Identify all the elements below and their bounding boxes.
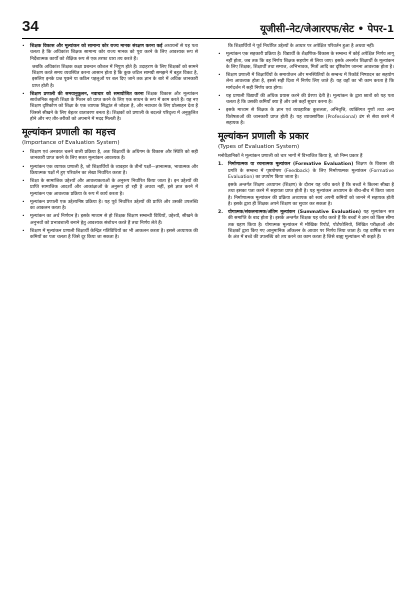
bullet-mark: •: [22, 150, 25, 155]
numbered-item: [218, 210, 394, 241]
header-rule: [22, 38, 394, 39]
list-item: [22, 229, 198, 242]
list-item: [22, 179, 198, 198]
bullet-lead: शिक्षण प्रणाली की समयानुकूलन, नवाचार को समायोजित करना: [30, 91, 144, 97]
right-column: [218, 44, 394, 243]
bullet-text: शिक्षा के सामाजिक उद्देश्यों और आवश्यकताओं के अनुरूप निर्धारित किया जाता है। इन उद्देश्यों की प्राप्ति सामाजिक आदर्शों और आकांक्षाओं के अनुरूप हो रही है अथवा नहीं, इसे ज्ञात करने में मूल्यांकन एक आवश्यक प्रक्रिया के रूप में कार्य करता है।: [30, 179, 198, 197]
list-item: [218, 94, 394, 107]
list-item: [22, 150, 198, 163]
bullet-text: मूल्यांकन का अर्थ निर्णयन है। इसके माध्यम से हो शिक्षक शिक्षण सम्बन्धी विधियों, उद्देश्यों, सीखने के अनुभवों को प्रभावशाली बनाने हेतु आवश्यक संशोधन करते हैं तथा निर्णय लेते हैं।: [30, 214, 198, 226]
paragraph: जबकि अधिकांश शिक्षक कक्षा प्रबन्धन कौशल में निपुण होते हैं। उदाहरण के लिए शिक्षकों को सामने शिक्षण करते समय व्यवस्थित करना आसान होता है कि कुछ जटिल सामग्री समझने में बहुत विकट है, इसलिए इनके प्रश्न पूछने या कठिन पहलुओं पर बल दिए जाने तक ज्ञान के बारे में अधिक जानकारी प्राप्त होती है।: [32, 64, 198, 89]
page-header: [22, 18, 394, 38]
paragraph: कि शिक्षार्थियों ने पूर्व निर्धारित उद्देश्यों के आधार पर अपेक्षित परिवर्तन हुआ है अथवा नहीं।: [228, 44, 375, 49]
bullet-mark: •: [22, 164, 25, 170]
bullet-mark: •: [22, 179, 25, 184]
section-title: मूल्यांकन प्रणाली के प्रकार: [218, 131, 309, 142]
item-lead: निर्माणात्मक या रचनात्मक मूल्यांकन (Formative Evaluation): [228, 162, 354, 168]
bullet-text: इसके माध्यम से शिक्षक के ज्ञान एवं व्यवहारिक कुशलता, अभिवृत्ति, व्यक्तिगत गुणों तथा अन्य विशेषताओं की जानकारी प्राप्त होती है। यह व्यावसायिक (Professional) ढंग से सेवा करने में सहायक है।: [226, 108, 394, 126]
bullet-mark: •: [22, 228, 25, 234]
item-text: यह मूल्यांकन सत्र की समाप्ति के बाद होता है। इसके अन्तर्गत शिक्षक यह जाँच करते हैं कि बच्चों ने ज्ञान को किस सीमा तक ग्रहण किया है। योगात्मक मूल्यांकन में मौखिक रिपोर्ट, पोर्टफोलियो, लिखित परीक्षाओं और शिक्षकों द्वारा किए गए आनुमानिक आँकलन के आधार पर निर्णय लिया जाता है। यह वार्षिक या सत्र के अंत में बच्चे की उपलब्धि को तय करने का काम करता है जिसे बाह्य मूल्यांकन भी कहते हैं।: [228, 210, 394, 240]
list-item: [218, 108, 394, 127]
bullet-text: शिक्षक विकास और मूल्यांकन सार्वजनिक स्कूली शिक्षा के मिशन को प्राप्त करने के लिए एक साधन के रूप में काम करते हैं। यह नए शिक्षण दृष्टिकोण को शिक्षा के एक व्यापक सिद्धांत से जोड़ता है, और नवाचार के लिए प्रोत्साहन देता है जिससे सीखने के लिए बेहतर वातावरण बनता है। शिक्षकों को प्रणाली के बदलते परिदृश्य में अनुकूलित होने और नए तौर-तरीकों को अपनाने में मदद मिलती है।: [30, 91, 198, 122]
item-text: शिक्षण के विकास की प्रगति के सम्बन्ध में पृष्ठपोषण (Feedback) के लिए निर्माणात्मक मूल्यांकन (Formative Evaluation) का उपयोग किया जाता है।: [228, 162, 394, 180]
bullet-text: शिक्षण में मूल्यांकन प्रणाली शिक्षार्थी केन्द्रित गतिविधियों का भी आकलन करता है। इससे अध्यापक की कमियों का पता चलता है जिसे दूर किया जा सकता है।: [30, 228, 198, 240]
bullet-mark: •: [218, 108, 221, 114]
section-title: मूल्यांकन प्रणाली का महत्त्व: [22, 127, 116, 138]
section-subtitle: (Importance of Evaluation System): [22, 140, 120, 146]
item-extra: इसके अन्तर्गत शिक्षण अध्यापन (शिक्षण) के दौरान यह जाँच करते हैं कि बच्चों ने कितना सीखा है तथा इसका पता करने में सहायता प्राप्त होती है। यह मूल्यांकन अध्यापन के बीच-बीच में किया जाता है। निर्माणात्मक मूल्यांकन की प्रक्रिया अध्यापक को स्वयं अपनी कमियों को जानने में सहायक होती है। इसके द्वारा ही शिक्षक अपने शिक्षण का सुधार कर सकता है।: [228, 183, 394, 207]
bullet-mark: •: [218, 93, 221, 99]
bullet-text: अध्ययनों से यह पता चलता है कि अधिकांश शिक्षक सामान्य कोर राज्य मानक को पूरा करने के लिए आवश्यक रूप से निर्देशात्मक कार्यों को शैक्षिक रूप से एक तरफा धारा तय करते हैं।: [30, 44, 198, 62]
section-intro: मनोवैज्ञानिकों ने मूल्यांकन प्रणाली को चार भागों में विभाजित किया है, जो निम्न प्रकार हैं: [218, 154, 363, 159]
item-lead: योगात्मक/संकलनात्मक/अंतिम मूल्यांकन (Summative Evaluation): [228, 210, 362, 215]
bullet-text: मूल्यांकन एक व्यापक प्रणाली है, जो शिक्षार्थियों के व्यवहार के तीनों पक्षों—ज्ञानात्मक, भावात्मक और क्रियात्मक पक्षों में हुए परिवर्तन का लेखा निर्धारित करता है।: [30, 164, 198, 176]
numbered-item: [218, 162, 394, 181]
bullet-mark: •: [218, 73, 221, 78]
list-item: [22, 92, 198, 123]
item-number: 2.: [218, 210, 223, 215]
list-item: [22, 214, 198, 227]
bullet-lead: शिक्षक विकास और मूल्यांकन को सामान्य कोर राज्य मानक संरक्षण करना कई: [30, 44, 163, 49]
bullet-mark: •: [22, 199, 25, 205]
bullet-text: मूल्यांकन प्रणाली एक उद्देश्यनिष्ठ प्रक्रिया है। यह पूर्व निर्धारित उद्देश्यों की प्राप्ति और उसकी उपलब्धि का आकलन करता है।: [30, 199, 198, 211]
item-number: 1.: [218, 162, 223, 168]
bullet-mark: •: [22, 44, 25, 49]
page-number: 34: [22, 18, 39, 35]
bullet-text: यह प्रणाली विद्यार्थी की अधिक प्रयास करने की प्रेरणा देती है। मूल्यांकन के द्वारा छात्रों को यह पता चलता है कि उसकी कमियाँ क्या हैं और उसे कहाँ सुधार करना है।: [226, 93, 394, 105]
list-item: [218, 73, 394, 92]
bullet-mark: •: [22, 91, 25, 97]
list-item: [22, 44, 198, 63]
list-item: [22, 165, 198, 178]
left-column: [22, 44, 198, 243]
list-item: [22, 200, 198, 213]
list-item: [218, 52, 394, 71]
bullet-mark: •: [218, 52, 221, 58]
bullet-text: शिक्षण एवं अनवरत चलने वाली प्रक्रिया है, अतः शिक्षार्थी के अधिगम के विकास और स्थिति को सही जानकारी प्राप्त करने के लिए सतत मूल्यांकन आवश्यक है।: [30, 150, 198, 162]
running-head: यूजीसी-नेट/जेआरएफ/सेट • पेपर-1: [260, 24, 394, 35]
bullet-text: शिक्षण प्रणाली में शिक्षार्थियों के समायोजन और मनस्थितियों के सम्बन्ध में रिकॉर्ड निष्पादन का सहयोग लेना आवश्यक होता है, इससे सही दिशा में निर्णय लिए जाते हैं। यह वहाँ का भी काम करता है कि मार्गदर्शन में सही निर्णय क्या होगा।: [226, 73, 394, 91]
bullet-mark: •: [22, 214, 25, 220]
section-subtitle: (Types of Evaluation System): [218, 144, 300, 150]
bullet-text: मूल्यांकन एक सहकारी प्रक्रिया है। विद्यार्थी के शैक्षणिक-विकास के सम्बन्ध में कोई अपेक्षित निर्णय लागू नहीं होता, जब तक कि वह निर्णय शिक्षक सहयोग से लिया जाए। इसके अन्तर्गत शिक्षार्थी के मूल्यांकन के लिए शिक्षक, शिक्षार्थी तथा समाज, अभिभावक, मित्रों आदि का दृष्टिकोण जानना आवश्यक होता है।: [226, 52, 394, 70]
